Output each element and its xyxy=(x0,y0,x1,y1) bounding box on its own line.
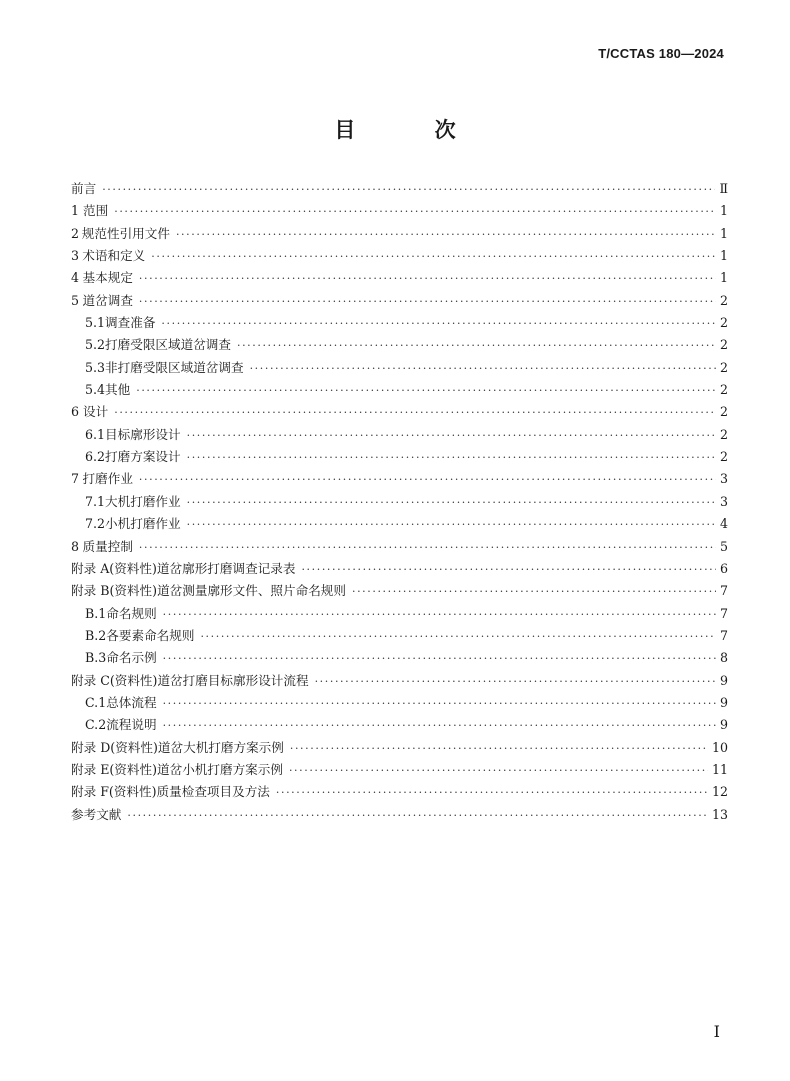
toc-entry-page: 8 xyxy=(719,650,728,666)
toc-entry-number: 7 xyxy=(71,471,80,487)
toc-entry-5[interactable] xyxy=(71,290,728,312)
toc-entry-title: 大机打磨作业 xyxy=(105,493,181,509)
toc-entry-5-2[interactable] xyxy=(71,334,728,356)
toc-dot-leader xyxy=(102,179,715,201)
toc-entry-title: 打磨受限区域道岔调查 xyxy=(105,337,231,353)
toc-entry-title: 目标廓形设计 xyxy=(105,426,181,442)
toc-entry-title: 流程说明 xyxy=(106,717,157,733)
toc-entry-number: 附录 B(资料性) xyxy=(71,583,158,599)
toc-entry-title: 规范性引用文件 xyxy=(81,225,170,241)
toc-dot-leader xyxy=(187,447,716,469)
toc-entry-page: 2 xyxy=(719,337,728,353)
toc-entry-title: 其他 xyxy=(105,382,131,398)
toc-entry-5-1[interactable] xyxy=(71,312,728,334)
toc-entry-title: 非打磨受限区域道岔调查 xyxy=(105,359,244,375)
toc-entry-number: 附录 D(资料性) xyxy=(71,739,158,755)
toc-entry-number: B.2 xyxy=(85,627,107,643)
toc-entry-title: 调查准备 xyxy=(105,315,156,331)
page-title: 目 次 xyxy=(334,118,492,142)
toc-entry-title: 基本规定 xyxy=(82,270,133,286)
toc-dot-leader xyxy=(139,268,716,290)
toc-entry-number: 5 xyxy=(71,292,80,308)
toc-dot-leader xyxy=(163,693,716,715)
toc-entry-number: B.1 xyxy=(85,605,107,621)
toc-entry-page: 11 xyxy=(711,761,728,777)
toc-entry-number: 5.3 xyxy=(85,359,106,375)
toc-entry-number: 7.2 xyxy=(85,516,106,532)
toc-dot-leader xyxy=(163,715,716,737)
toc-entry-page: 1 xyxy=(719,225,728,241)
toc-entry-page: 13 xyxy=(711,806,728,822)
toc-entry-b-1[interactable] xyxy=(71,603,728,625)
toc-entry-annex-c[interactable] xyxy=(71,670,728,692)
toc-entry-number: 6.2 xyxy=(85,449,106,465)
toc-dot-leader xyxy=(187,425,716,447)
toc-entry-title: 命名规则 xyxy=(106,605,157,621)
toc-entry-6[interactable] xyxy=(71,401,728,423)
toc-entry-annex-e[interactable] xyxy=(71,759,728,781)
toc-entry-page: 2 xyxy=(719,382,728,398)
toc-entry-annex-f[interactable] xyxy=(71,781,728,803)
toc-entry-page: 2 xyxy=(719,426,728,442)
toc-entry-page: 7 xyxy=(719,583,728,599)
toc-entry-title: 道岔大机打磨方案示例 xyxy=(157,739,284,755)
document-code: T/CCTAS 180—2024 xyxy=(598,46,724,61)
toc-dot-leader xyxy=(301,559,716,581)
toc-entry-number: 6.1 xyxy=(85,426,106,442)
toc-entry-page: 4 xyxy=(719,516,728,532)
toc-entry-page: 2 xyxy=(719,404,728,420)
toc-dot-leader xyxy=(176,224,716,246)
toc-dot-leader xyxy=(276,782,708,804)
toc-entry-page: 2 xyxy=(719,292,728,308)
toc-entry-annex-a[interactable] xyxy=(71,558,728,580)
toc-dot-leader xyxy=(151,246,716,268)
toc-entry-2[interactable] xyxy=(71,223,728,245)
toc-dot-leader xyxy=(237,335,716,357)
toc-entry-number: C.2 xyxy=(85,717,107,733)
toc-entry-number: 附录 F(资料性) xyxy=(71,784,157,800)
toc-dot-leader xyxy=(187,492,716,514)
toc-entry-title: 道岔廓形打磨调查记录表 xyxy=(156,560,296,576)
toc-entry-page: 9 xyxy=(719,672,728,688)
toc-dot-leader xyxy=(127,805,708,827)
toc-entry-page: 7 xyxy=(719,627,728,643)
toc-entry-number: 3 xyxy=(71,248,80,264)
toc-entry-number: 7.1 xyxy=(85,493,106,509)
toc-entry-page: Ⅱ xyxy=(719,181,728,196)
toc-entry-number: B.3 xyxy=(85,650,107,666)
toc-entry-page: 2 xyxy=(719,449,728,465)
toc-entry-page: 10 xyxy=(711,739,728,755)
toc-entry-page: 12 xyxy=(711,784,728,800)
toc-entry-page: 2 xyxy=(719,315,728,331)
toc-entry-number: C.1 xyxy=(85,694,107,710)
toc-entry-6-1[interactable] xyxy=(71,424,728,446)
toc-entry-number: 2 xyxy=(71,225,80,241)
toc-entry-7-1[interactable] xyxy=(71,491,728,513)
toc-entry-title: 质量检查项目及方法 xyxy=(156,784,270,800)
toc-entry-title: 前言 xyxy=(71,181,97,196)
toc-dot-leader xyxy=(163,604,716,626)
toc-dot-leader xyxy=(187,514,716,536)
toc-dot-leader xyxy=(136,380,716,402)
toc-entry-title: 范围 xyxy=(83,203,109,219)
toc-entry-title: 道岔打磨目标廓形设计流程 xyxy=(157,672,309,688)
toc-entry-references[interactable] xyxy=(71,804,728,826)
toc-dot-leader xyxy=(161,313,716,335)
toc-entry-title: 设计 xyxy=(83,404,109,420)
toc-entry-5-4[interactable] xyxy=(71,379,728,401)
toc-dot-leader xyxy=(139,469,716,491)
toc-dot-leader xyxy=(250,358,716,380)
toc-dot-leader xyxy=(315,671,716,693)
toc-entry-title: 道岔小机打磨方案示例 xyxy=(157,761,283,777)
toc-entry-page: 3 xyxy=(719,493,728,509)
toc-entry-title: 术语和定义 xyxy=(82,248,146,264)
page-number: I xyxy=(713,1022,720,1041)
toc-entry-b-2[interactable] xyxy=(71,625,728,647)
toc-entry-c-2[interactable] xyxy=(71,714,728,736)
toc-dot-leader xyxy=(289,760,708,782)
toc-entry-page: 1 xyxy=(719,248,728,264)
toc-dot-leader xyxy=(139,291,716,313)
toc-entry-8[interactable] xyxy=(71,536,728,558)
toc-entry-1[interactable] xyxy=(71,200,728,222)
toc-entry-title: 打磨方案设计 xyxy=(105,449,181,465)
toc-dot-leader xyxy=(290,738,708,760)
toc-entry-7-2[interactable] xyxy=(71,513,728,535)
toc-dot-leader xyxy=(139,537,716,559)
toc-entry-title: 小机打磨作业 xyxy=(105,516,181,532)
toc-entry-b-3[interactable] xyxy=(71,647,728,669)
toc-entry-page: 2 xyxy=(719,359,728,375)
toc-entry-title: 各要素命名规则 xyxy=(106,627,195,643)
toc-entry-4[interactable] xyxy=(71,267,728,289)
toc-entry-number: 5.4 xyxy=(85,382,106,398)
toc-entry-title: 道岔调查 xyxy=(82,292,133,308)
toc-entry-number: 5.2 xyxy=(85,337,106,353)
toc-entry-3[interactable] xyxy=(71,245,728,267)
toc-entry-6-2[interactable] xyxy=(71,446,728,468)
toc-dot-leader xyxy=(163,648,716,670)
toc-entry-number: 6 xyxy=(71,404,80,420)
toc-dot-leader xyxy=(114,402,716,424)
toc-dot-leader xyxy=(200,626,716,648)
toc-entry-number: 4 xyxy=(71,270,80,286)
toc-entry-7[interactable] xyxy=(71,468,728,490)
toc-entry-page: 6 xyxy=(719,560,728,576)
toc-entry-number: 附录 C(资料性) xyxy=(71,672,158,688)
toc-entry-annex-b[interactable] xyxy=(71,580,728,602)
toc-entry-page: 1 xyxy=(719,270,728,286)
toc-entry-title: 总体流程 xyxy=(106,694,157,710)
toc-entry-title: 打磨作业 xyxy=(82,471,133,487)
toc-entry-page: 7 xyxy=(719,605,728,621)
toc-entry-number: 附录 E(资料性) xyxy=(71,761,157,777)
toc-entry-title: 质量控制 xyxy=(82,538,133,554)
toc-dot-leader xyxy=(352,581,716,603)
toc-entry-number: 1 xyxy=(71,203,80,219)
toc-entry-title: 命名示例 xyxy=(106,650,157,666)
toc-entry-number: 附录 A(资料性) xyxy=(71,560,157,576)
toc-entry-page: 9 xyxy=(719,694,728,710)
toc-entry-c-1[interactable] xyxy=(71,692,728,714)
toc-entry-foreword[interactable] xyxy=(71,178,728,200)
toc-entry-page: 3 xyxy=(719,471,728,487)
toc-entry-5-3[interactable] xyxy=(71,357,728,379)
toc-entry-page: 9 xyxy=(719,717,728,733)
toc-entry-annex-d[interactable] xyxy=(71,737,728,759)
toc-entry-page: 5 xyxy=(719,538,728,554)
toc-entry-title: 参考文献 xyxy=(71,806,122,822)
toc-entry-number: 5.1 xyxy=(85,315,106,331)
toc-entry-page: 1 xyxy=(719,203,728,219)
table-of-contents xyxy=(71,178,728,826)
toc-entry-number: 8 xyxy=(71,538,80,554)
toc-dot-leader xyxy=(114,201,716,223)
toc-entry-title: 道岔测量廓形文件、照片命名规则 xyxy=(157,583,346,599)
